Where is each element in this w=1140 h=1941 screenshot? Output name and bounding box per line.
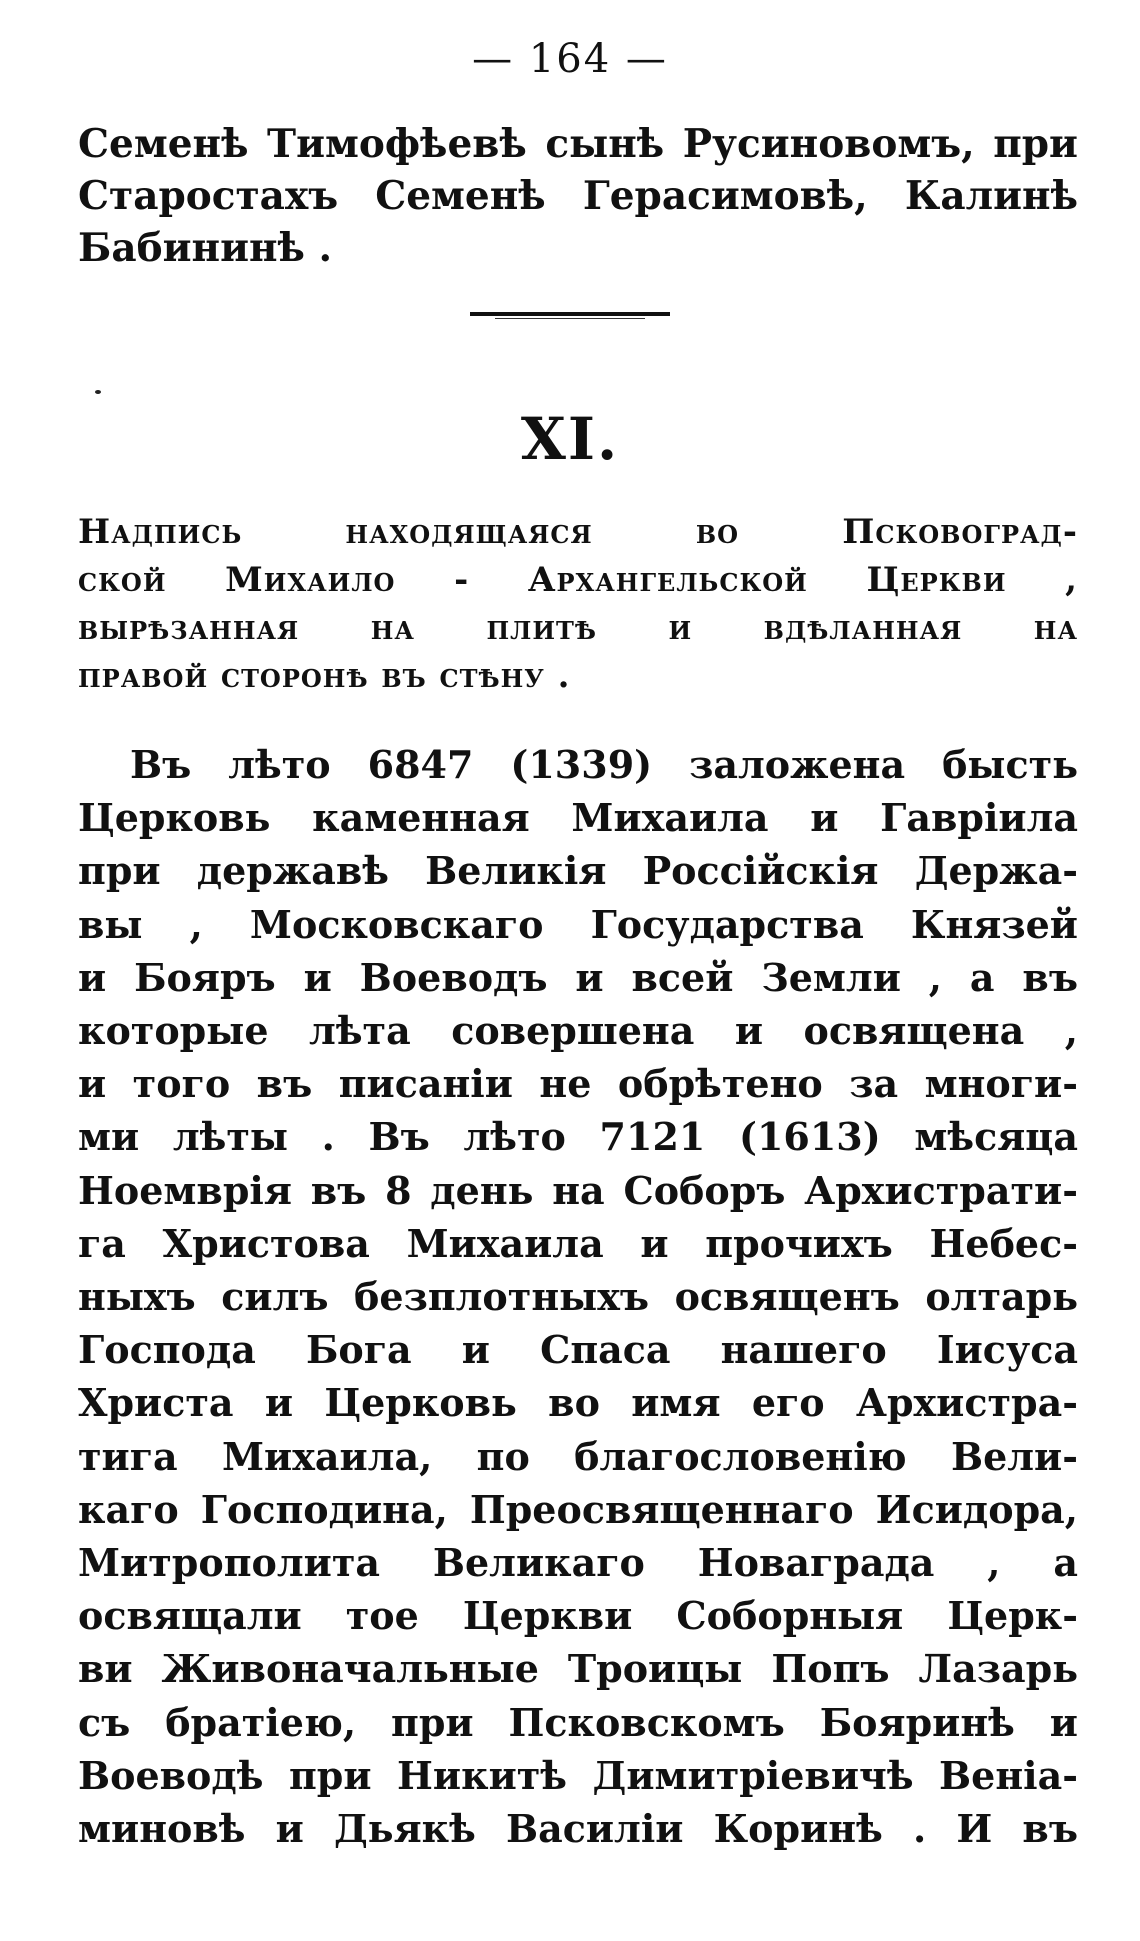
- body-line: Митрополита Великаго Новаграда , а: [78, 1540, 1078, 1586]
- body-line: освящали тое Церкви Соборныя Церк-: [78, 1593, 1078, 1639]
- body-line: Ноемврія въ 8 день на Соборъ Архистрати-: [78, 1167, 1078, 1213]
- intro-line: Семенѣ Тимофѣевѣ сынѣ Русиновомъ, при: [78, 121, 1078, 167]
- body-line: при державѣ Великія Россійскія Держа-: [78, 848, 1078, 894]
- body-line: каго Господина, Преосвященнаго Исидора,: [78, 1486, 1078, 1532]
- body-line: съ братіею, при Псковскомъ Бояринѣ и: [78, 1699, 1078, 1745]
- heading-line: вырѣзанная на плитѣ и вдѣланная на: [78, 608, 1078, 648]
- body-line: Въ лѣто 6847 (1339) заложена бысть: [130, 742, 1078, 787]
- body-line: га Христова Михаила и прочихъ Небес-: [78, 1220, 1078, 1266]
- intro-line: Бабининѣ .: [78, 225, 333, 271]
- print-speck: [95, 390, 101, 394]
- body-line: которые лѣта совершена и освящена ,: [78, 1008, 1078, 1054]
- body-line: ныхъ силъ безплотныхъ освященъ олтарь: [78, 1274, 1078, 1320]
- body-line: миновѣ и Дьякѣ Василіи Коринѣ . И въ: [78, 1806, 1078, 1852]
- body-line: вы , Московскаго Государства Князей: [78, 901, 1078, 947]
- body-line: Церковь каменная Михаила и Гавріила: [78, 795, 1078, 841]
- intro-paragraph: [78, 118, 1078, 274]
- body-line: Христа и Церковь во имя его Архистра-: [78, 1380, 1078, 1426]
- body-line: ми лѣты . Въ лѣто 7121 (1613) мѣсяца: [78, 1114, 1078, 1160]
- heading-line: ской Михаило - Архангельской Церкви ,: [78, 560, 1078, 600]
- body-line: и того въ писаніи не обрѣтено за многи-: [78, 1061, 1078, 1107]
- body-line: и Бояръ и Воеводъ и всей Земли , а въ: [78, 954, 1078, 1000]
- body-line: ви Живоначальные Троицы Попъ Лазарь: [78, 1646, 1078, 1692]
- body-line: Воеводѣ при Никитѣ Димитріевичѣ Веніа-: [78, 1752, 1078, 1798]
- heading-line: правой сторонѣ въ стѣну .: [78, 656, 571, 696]
- inscription-text: [78, 738, 1078, 1855]
- heading-line: Надпись находящаяся во Псковоград-: [78, 512, 1078, 552]
- section-number: XI.: [520, 405, 620, 473]
- section-divider: [470, 312, 670, 316]
- body-line: Господа Бога и Спаса нашего Іисуса: [78, 1327, 1078, 1373]
- intro-line: Старостахъ Семенѣ Герасимовѣ, Калинѣ: [78, 173, 1078, 219]
- body-line: тига Михаила, по благословенію Вели-: [78, 1433, 1078, 1479]
- page-number: — 164 —: [472, 36, 668, 82]
- inscription-heading: [78, 508, 1078, 700]
